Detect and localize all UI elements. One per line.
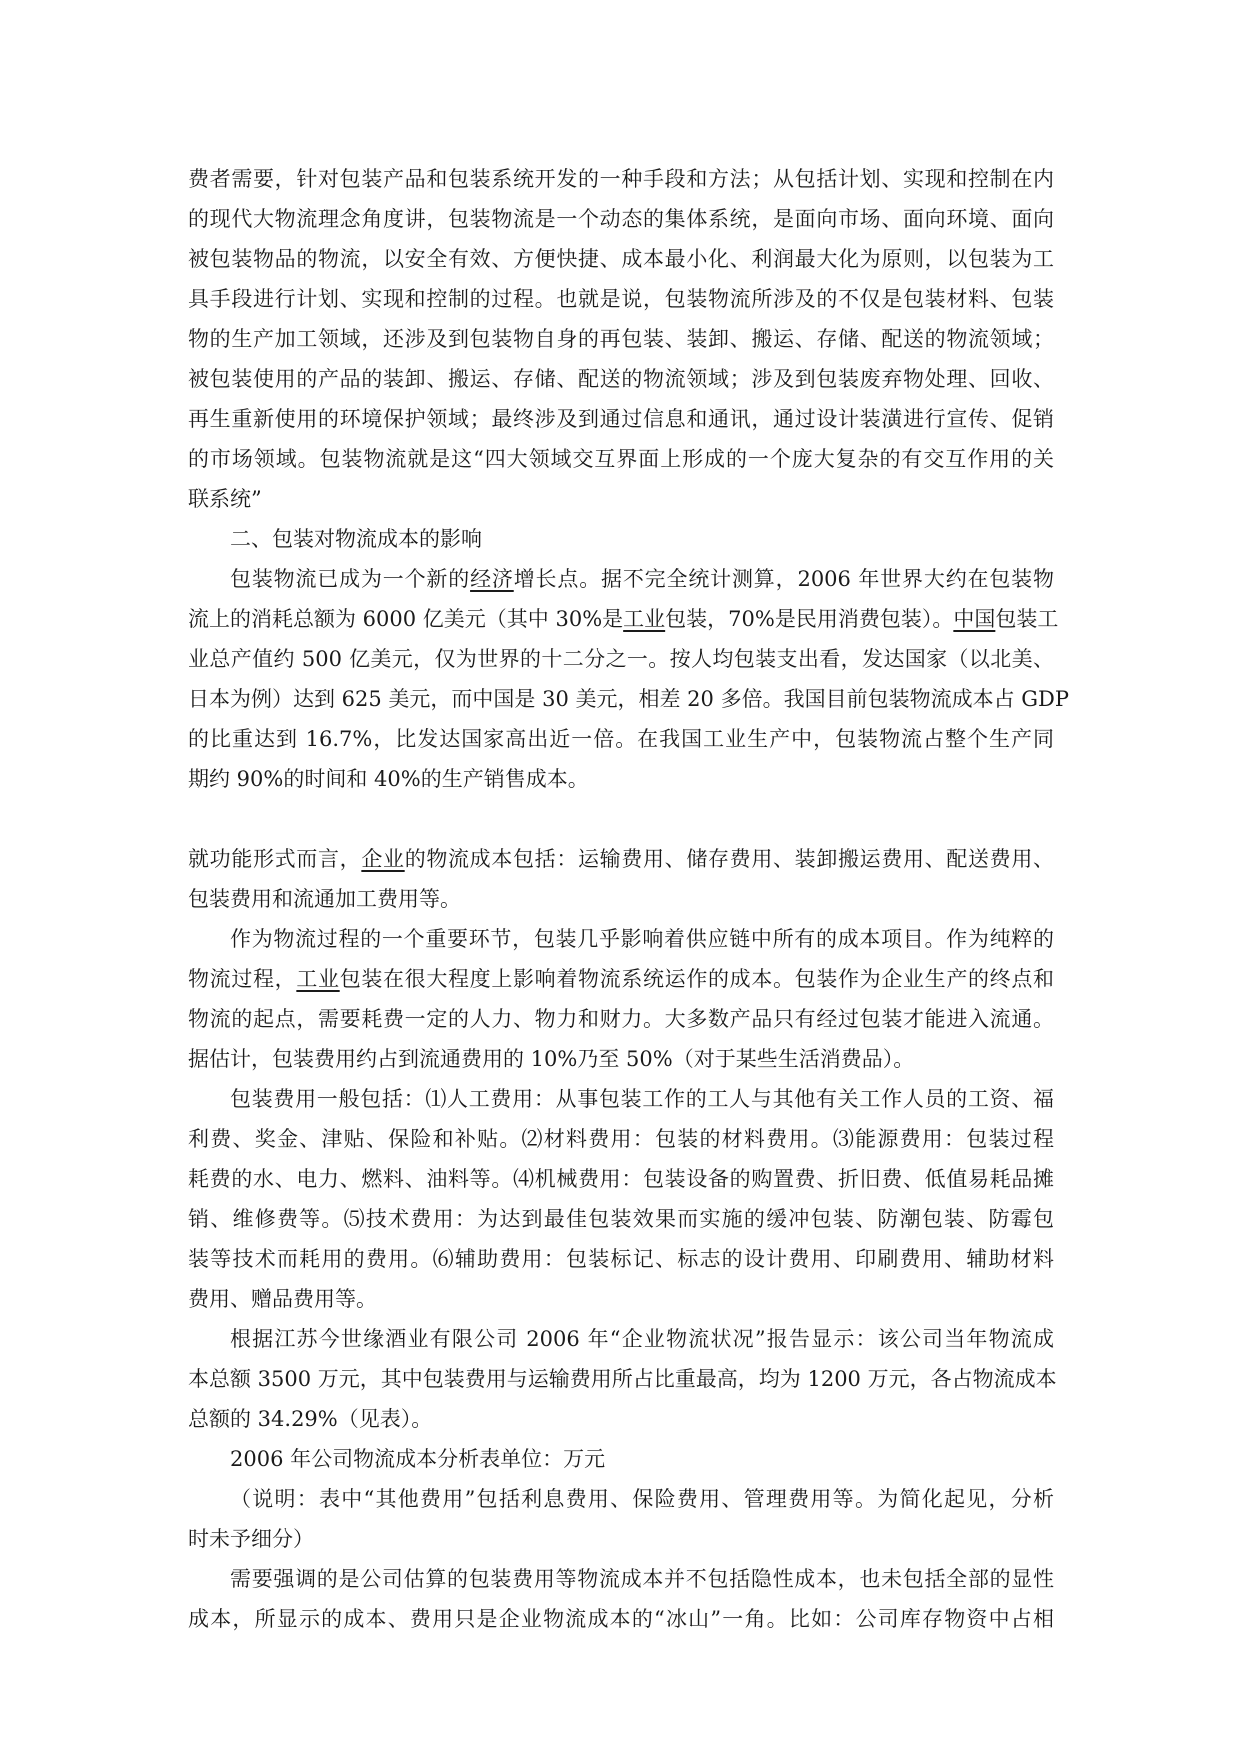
- paragraph-packaging-economy: [188, 559, 1069, 799]
- section-heading: 二、包装对物流成本的影响: [230, 527, 482, 551]
- table-caption: 2006 年公司物流成本分析表单位：万元: [230, 1447, 606, 1471]
- text-span: 包装在很大程度上影响着物流系统运作的成本。包装作为企业生产的终点和: [339, 967, 1055, 991]
- text-line: 本总额 3500 万元，其中包装费用与运输费用所占比重最高，均为 1200 万元，各占物流成本: [188, 1367, 1057, 1391]
- link-economy[interactable]: 经济: [470, 567, 514, 591]
- text-line: 销、维修费等。⑸技术费用：为达到最佳包装效果而实施的缓冲包装、防潮包装、防霉包: [188, 1207, 1054, 1231]
- text-line: 据估计，包装费用约占到流通费用的 10%乃至 50%（对于某些生活消费品）。: [188, 1047, 915, 1071]
- text-line: 业总产值约 500 亿美元，仅为世界的十二分之一。按人均包装支出看，发达国家（以北美、: [188, 647, 1054, 671]
- paragraph-hidden-costs: [188, 1559, 1054, 1639]
- text-line: 物流的起点，需要耗费一定的人力、物力和财力。大多数产品只有经过包装才能进入流通。: [188, 1007, 1054, 1031]
- text-line: 时未予细分）: [188, 1527, 314, 1551]
- text-line: 的现代大物流理念角度讲，包装物流是一个动态的集体系统，是面向市场、面向环境、面向: [188, 207, 1054, 231]
- text-line: 期约 90%的时间和 40%的生产销售成本。: [188, 767, 589, 791]
- text-line: 物的生产加工领域，还涉及到包装物自身的再包装、装卸、搬运、存储、配送的物流领域；: [188, 327, 1054, 351]
- text-line: 包装费用和流通加工费用等。: [188, 887, 461, 911]
- paragraph-table-note: [188, 1479, 1054, 1559]
- paragraph-packaging-role: [188, 919, 1054, 1079]
- paragraph-company-report: [188, 1319, 1057, 1439]
- blank-line: [188, 799, 1054, 839]
- text-span: 物流过程，: [188, 967, 297, 991]
- text-span: 包装物流已成为一个新的: [230, 567, 471, 591]
- text-span: 的物流成本包括：运输费用、储存费用、装卸搬运费用、配送费用、: [404, 847, 1055, 871]
- text-line: 包装费用一般包括：⑴人工费用：从事包装工作的工人与其他有关工作人员的工资、福: [230, 1087, 1054, 1111]
- text-line: [188, 959, 1054, 999]
- text-span: 就功能形式而言，: [188, 847, 362, 871]
- text-line: 需要强调的是公司估算的包装费用等物流成本并不包括隐性成本，也未包括全部的显性: [230, 1567, 1054, 1591]
- text-line: 成本，所显示的成本、费用只是企业物流成本的“冰山”一角。比如：公司库存物资中占相: [188, 1607, 1054, 1631]
- document-body: [188, 159, 1069, 1639]
- text-line: 的比重达到 16.7%，比发达国家高出近一倍。在我国工业生产中，包装物流占整个生产同: [188, 727, 1054, 751]
- text-line: [188, 599, 1059, 639]
- link-enterprise[interactable]: 企业: [361, 847, 405, 871]
- text-line: 作为物流过程的一个重要环节，包装几乎影响着供应链中所有的成本项目。作为纯粹的: [230, 927, 1054, 951]
- text-span: 流上的消耗总额为 6000 亿美元（其中 30%是: [188, 607, 624, 631]
- link-industry[interactable]: 工业: [623, 607, 666, 631]
- text-line: 利费、奖金、津贴、保险和补贴。⑵材料费用：包装的材料费用。⑶能源费用：包装过程: [188, 1127, 1054, 1151]
- text-line: （说明：表中“其他费用”包括利息费用、保险费用、管理费用等。为简化起见，分析: [230, 1487, 1054, 1511]
- link-china[interactable]: 中国: [953, 607, 996, 631]
- text-span: 增长点。据不完全统计测算，2006 年世界大约在包装物: [513, 567, 1055, 591]
- text-line: [188, 559, 1054, 599]
- text-line: 总额的 34.29%（见表）。: [188, 1407, 433, 1431]
- link-industry[interactable]: 工业: [296, 967, 340, 991]
- paragraph-packaging-cost-items: [188, 1079, 1054, 1319]
- text-line: [188, 839, 1054, 879]
- text-line: 装等技术而耗用的费用。⑹辅助费用：包装标记、标志的设计费用、印刷费用、辅助材料: [188, 1247, 1054, 1271]
- text-line: 被包装物品的物流，以安全有效、方便快捷、成本最小化、利润最大化为原则，以包装为工: [188, 247, 1054, 271]
- text-span: 包装工: [995, 607, 1059, 631]
- text-line: 日本为例）达到 625 美元，而中国是 30 美元，相差 20 多倍。我国目前包装物流成本占 GDP: [188, 687, 1069, 711]
- text-line: 再生重新使用的环境保护领域；最终涉及到通过信息和通讯，通过设计装潢进行宣传、促销: [188, 407, 1054, 431]
- text-line: 费者需要，针对包装产品和包装系统开发的一种手段和方法；从包括计划、实现和控制在内: [188, 167, 1054, 191]
- text-line: 被包装使用的产品的装卸、搬运、存储、配送的物流领域；涉及到包装废弃物处理、回收、: [188, 367, 1054, 391]
- text-line: 耗费的水、电力、燃料、油料等。⑷机械费用：包装设备的购置费、折旧费、低值易耗品摊: [188, 1167, 1054, 1191]
- text-line: 联系统”: [188, 487, 262, 511]
- text-line: 的市场领域。包装物流就是这“四大领域交互界面上形成的一个庞大复杂的有交互作用的关: [188, 447, 1054, 471]
- text-line: 费用、赠品费用等。: [188, 1287, 377, 1311]
- paragraph-packaging-logistics-definition: [188, 159, 1054, 519]
- paragraph-logistics-cost-components: [188, 839, 1054, 919]
- text-line: 具手段进行计划、实现和控制的过程。也就是说，包装物流所涉及的不仅是包装材料、包装: [188, 287, 1054, 311]
- text-line: 根据江苏今世缘酒业有限公司 2006 年“企业物流状况”报告显示：该公司当年物流成: [230, 1327, 1054, 1351]
- text-span: 包装，70%是民用消费包装）。: [665, 607, 954, 631]
